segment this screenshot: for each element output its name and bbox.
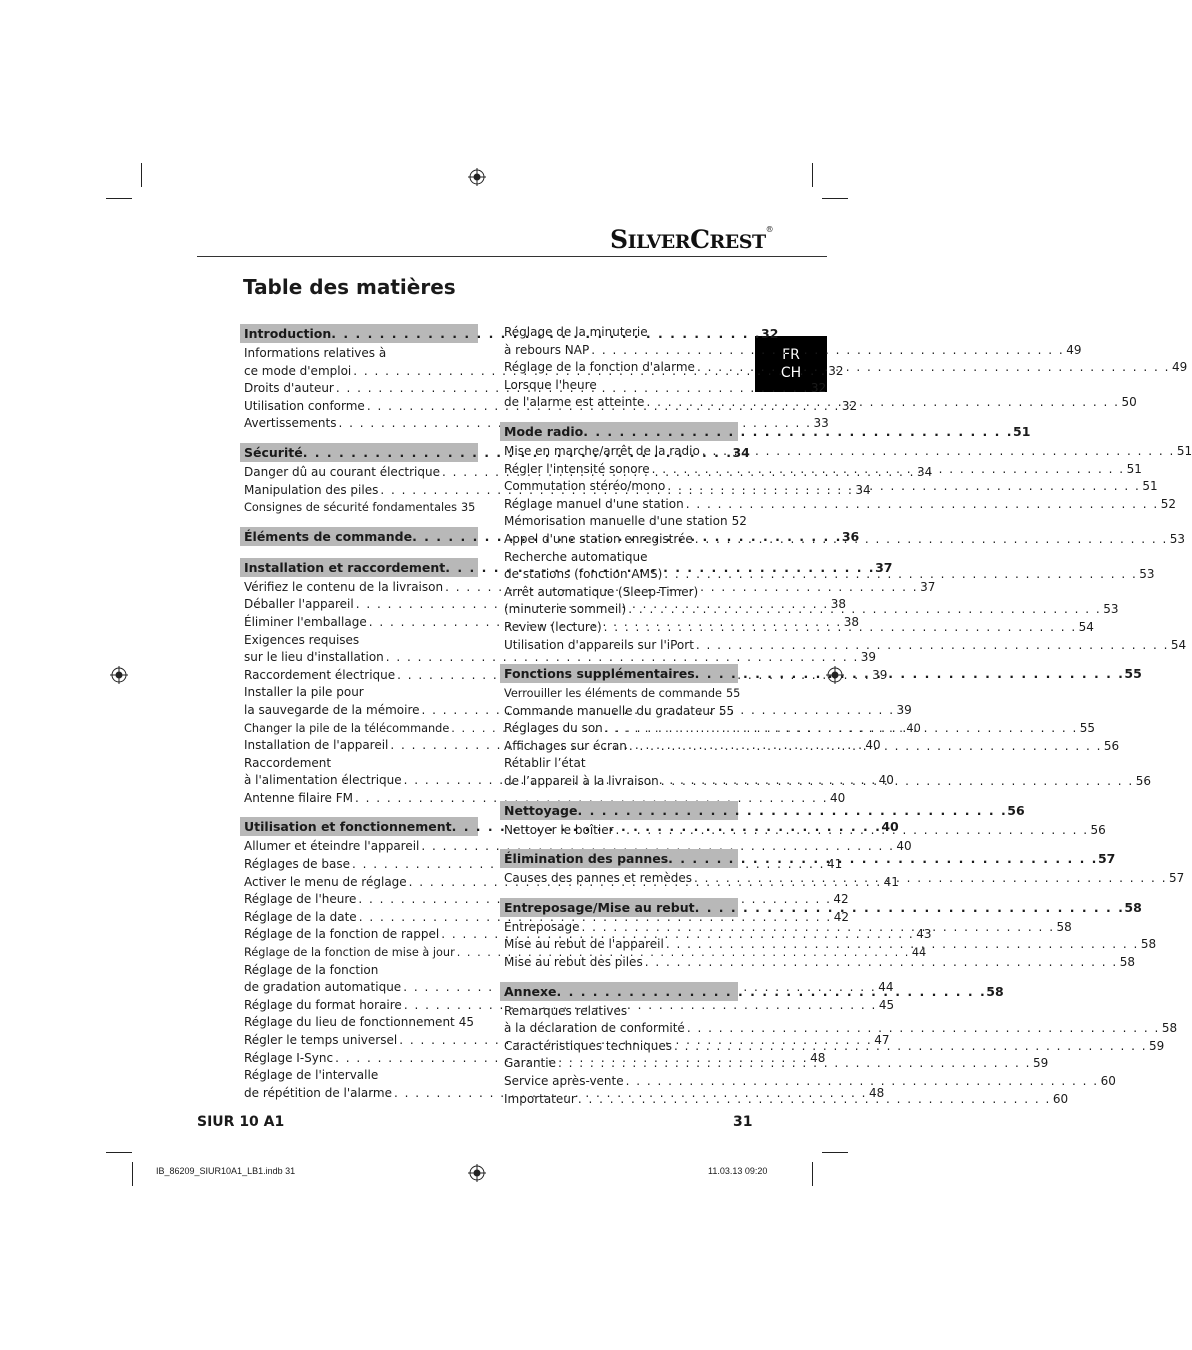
registration-mark-icon	[468, 168, 486, 186]
toc-leader-dots	[589, 342, 1064, 360]
toc-label: Réglage de la fonction d'alarme	[504, 360, 695, 375]
toc-entry-line	[240, 632, 478, 650]
toc-page-number: 54	[1170, 637, 1187, 652]
footer-page-number: 31	[733, 1114, 753, 1130]
toc-label: Exigences requises	[244, 632, 360, 647]
toc-page-number: 39	[896, 702, 912, 717]
registration-mark-icon	[110, 666, 128, 684]
toc-label: Réglage manuel d'une station	[504, 496, 684, 511]
toc-page-number: 55	[1079, 721, 1096, 736]
toc-entry-line	[500, 1003, 738, 1021]
toc-page-number: 57	[1169, 871, 1185, 886]
toc-leader-dots	[602, 619, 1077, 637]
toc-page-number: 34	[855, 482, 871, 497]
header-rule	[197, 256, 827, 257]
toc-entry	[500, 1073, 1116, 1091]
toc-entry-line	[240, 1067, 478, 1085]
section-gap	[500, 839, 738, 849]
toc-leader-dots	[557, 984, 987, 999]
toc-label: Mise en marche/arrêt de la radio	[504, 443, 700, 458]
toc-label: Élimination des pannes	[504, 851, 669, 867]
toc-label: Régler l'intensité sonore	[504, 461, 650, 476]
toc-label: Entreposage/Mise au rebut	[504, 899, 695, 915]
section-gap	[500, 654, 738, 664]
toc-leader-dots	[685, 1020, 1160, 1038]
toc-page-number: 58	[1140, 937, 1157, 952]
toc-label: Informations relatives à	[244, 346, 387, 360]
toc-entry-line	[240, 345, 478, 363]
toc-entry-line	[500, 549, 738, 567]
toc-label: Réglage de la minuterie	[504, 325, 648, 339]
toc-page-number: 40	[865, 738, 881, 753]
toc-leader-dots	[650, 461, 1125, 479]
section-gap	[500, 412, 738, 422]
toc-entry	[500, 1020, 1178, 1038]
toc-label: Manipulation des piles	[244, 482, 379, 497]
toc-label: Rétablir l’état	[504, 756, 586, 771]
toc-leader-dots	[583, 424, 1013, 439]
toc-page-number: 32	[841, 398, 858, 413]
toc-label: Danger dû au courant électrique	[244, 464, 440, 479]
toc-label: Consignes de sécurité fondamentales	[244, 501, 457, 515]
toc-page-number: 59	[1149, 1038, 1165, 1053]
toc-entry	[240, 499, 478, 517]
toc-entry-line	[500, 755, 738, 773]
crop-mark	[106, 198, 132, 199]
toc-entry-line	[240, 755, 478, 773]
toc-page-number: 58	[1124, 899, 1142, 915]
toc-leader-dots	[664, 936, 1139, 954]
crop-mark	[812, 163, 813, 187]
toc-label: Mise au rebut des piles	[504, 955, 643, 970]
toc-entry	[500, 496, 1176, 514]
toc-label: Caractéristiques techniques	[504, 1038, 673, 1053]
toc-label: de répétition de l'alarme	[244, 1085, 392, 1100]
toc-label: la sauvegarde de la mémoire	[244, 702, 420, 717]
toc-page-number: 34	[732, 444, 750, 460]
crop-mark	[132, 1162, 133, 1186]
toc-label: Mode radio	[504, 423, 584, 439]
section-gap	[240, 433, 478, 443]
toc-label: Service après-vente	[504, 1074, 624, 1088]
toc-leader-dots	[692, 870, 1167, 888]
footer-file-name: IB_86209_SIUR10A1_LB1.indb 31	[156, 1166, 296, 1176]
toc-page-number: 56	[1090, 822, 1106, 837]
toc-leader-dots	[684, 496, 1159, 514]
toc-label: Raccordement	[244, 755, 332, 770]
toc-leader-dots	[578, 803, 1008, 818]
toc-page-number: 43	[916, 927, 932, 942]
toc-label: Installer la pile pour	[244, 685, 364, 700]
toc-leader-dots	[624, 1073, 1099, 1091]
toc-label: Réglage du format horaire	[244, 997, 402, 1012]
section-gap	[500, 972, 738, 982]
toc-label: Fonctions supplémentaires	[504, 666, 695, 682]
toc-page-number: 54	[1078, 619, 1094, 634]
toc-page-number: 58	[1161, 1021, 1178, 1036]
toc-page-number: 40	[878, 773, 894, 788]
toc-page-number: 44	[878, 980, 894, 995]
toc-label: Allumer et éteindre l'appareil	[244, 839, 420, 854]
toc-page-number: 55	[1124, 666, 1142, 682]
toc-page-number: 37	[875, 559, 893, 575]
toc-entry-line	[500, 584, 738, 602]
toc-page-number: 60	[1100, 1074, 1116, 1088]
toc-label: Arrêt automatique (Sleep-Timer)	[504, 584, 699, 599]
toc-label: Introduction	[244, 326, 332, 341]
toc-page-number: 58	[986, 983, 1004, 999]
toc-label: Importateur	[504, 1091, 576, 1106]
brand-logo: SILVERCREST®	[610, 225, 774, 254]
toc-entry-line	[500, 324, 738, 342]
footer-datetime: 11.03.13 09:20	[708, 1166, 768, 1176]
language-code-fr: FR	[782, 347, 800, 363]
toc-page-number: 47	[874, 1033, 890, 1047]
toc-page-number: 53	[1169, 531, 1186, 546]
toc-page-number: 58	[1119, 955, 1135, 970]
toc-page-number: 53	[1139, 567, 1155, 582]
toc-label: Annexe	[504, 983, 557, 999]
toc-page-number: 36	[841, 528, 860, 544]
toc-page-number: 32	[828, 363, 844, 378]
toc-label: Éliminer l'emballage	[244, 614, 367, 629]
page-title: Table des matières	[243, 275, 456, 299]
crop-mark	[141, 163, 142, 187]
toc-leader-dots	[695, 359, 1170, 377]
toc-page-number: 51	[1126, 461, 1142, 476]
toc-label: Utilisation et fonctionnement	[244, 819, 452, 835]
toc-page-number: 50	[1121, 395, 1137, 410]
toc-label: Lorsque l'heure	[504, 377, 597, 392]
toc-page-number: 45	[878, 997, 895, 1012]
toc-label: Sécurité	[244, 444, 303, 460]
toc-label: Réglage du lieu de fonctionnement	[244, 1015, 455, 1030]
toc-page-number: 32	[810, 381, 827, 396]
toc-entry	[240, 649, 877, 667]
toc-page-number: 35	[461, 501, 476, 515]
toc-label: Réglage de la date	[244, 909, 357, 924]
toc-label: Réglage de la fonction de mise à jour	[244, 946, 455, 960]
section-gap	[500, 791, 738, 801]
toc-page-number: 48	[810, 1050, 826, 1065]
toc-label: de l’appareil à la livraison	[504, 774, 659, 789]
toc-label: de gradation automatique	[244, 980, 402, 995]
section-gap	[240, 517, 478, 527]
toc-label: Éléments de commande	[244, 528, 413, 544]
toc-label: ce mode d'emploi	[244, 363, 352, 378]
toc-label: Causes des pannes et remèdes	[504, 871, 693, 886]
toc-entry	[500, 954, 1135, 972]
toc-label: Installation de l'appareil	[244, 738, 389, 753]
toc-label: Réglage I-Sync	[244, 1050, 334, 1065]
toc-label: Installation et raccordement	[244, 559, 446, 575]
toc-label: Raccordement électrique	[244, 667, 396, 682]
toc-label: Réglage de l'intervalle	[244, 1068, 379, 1083]
toc-page-number: 48	[869, 1085, 885, 1100]
toc-entry	[240, 838, 912, 856]
toc-label: Activer le menu de réglage	[244, 874, 407, 889]
toc-page-number: 41	[826, 857, 843, 872]
toc-label: Réglages de base	[244, 857, 350, 872]
toc-label: Réglages du son	[504, 721, 603, 736]
toc-page-number: 55	[726, 687, 741, 701]
toc-leader-dots	[695, 666, 1125, 681]
toc-leader-dots	[694, 637, 1169, 655]
toc-page-number: 56	[1007, 802, 1025, 818]
footer-model: SIUR 10 A1	[197, 1114, 285, 1130]
toc-label: Mise au rebut de l'appareil	[504, 937, 664, 952]
toc-label: Appel d'une station enregistrée	[504, 531, 693, 546]
toc-page-number: 51	[1176, 443, 1192, 458]
toc-label: Changer la pile de la télécommande	[244, 721, 450, 735]
toc-page-number: 37	[920, 579, 936, 594]
toc-page-number: 52	[1160, 496, 1176, 511]
toc-leader-dots	[662, 566, 1137, 584]
registration-mark-icon	[468, 1164, 486, 1182]
toc-page-number: 45	[458, 1015, 475, 1030]
toc-label: à rebours NAP	[504, 342, 590, 357]
toc-label: de stations (fonction AMS)	[504, 567, 663, 582]
toc-leader-dots	[626, 601, 1101, 619]
toc-label: (minuterie sommeil)	[504, 602, 627, 617]
toc-leader-dots	[576, 1091, 1051, 1109]
toc-label: de l'alarme est atteinte	[504, 395, 645, 410]
toc-label: Réglage de la fonction de rappel	[244, 927, 440, 942]
toc-page-number: 56	[1135, 774, 1151, 789]
section-gap	[500, 888, 738, 898]
toc-label: Entreposage	[504, 919, 580, 934]
toc-page-number: 51	[1142, 479, 1158, 494]
toc-entry	[500, 513, 747, 531]
toc-label: Droits d'auteur	[244, 381, 334, 396]
toc-label: Affichages sur écran	[504, 738, 627, 753]
toc-leader-dots	[644, 394, 1119, 412]
toc-label: Garantie	[504, 1056, 556, 1071]
toc-page-number: 53	[1103, 602, 1119, 617]
toc-label: Verrouiller les éléments de commande	[504, 687, 722, 701]
toc-leader-dots	[643, 954, 1118, 972]
toc-label: Commande manuelle du gradateur	[504, 703, 715, 718]
toc-entry-line	[240, 962, 478, 980]
toc-label: Recherche automatique	[504, 549, 648, 564]
toc-leader-dots	[668, 851, 1098, 866]
toc-label: Réglage de la fonction	[244, 962, 379, 977]
toc-page-number: 52	[731, 514, 747, 529]
toc-leader-dots	[659, 773, 1134, 791]
toc-leader-dots	[603, 720, 1078, 738]
toc-entry	[500, 637, 1187, 655]
crop-mark	[822, 1152, 848, 1153]
toc-label: à la déclaration de conformité	[504, 1021, 685, 1036]
toc-label: Régler le temps universel	[244, 1033, 398, 1047]
language-code-ch: CH	[780, 365, 802, 381]
toc-page-number: 49	[1066, 342, 1082, 357]
toc-page-number: 40	[896, 839, 912, 854]
toc-page-number: 42	[833, 909, 849, 924]
toc-page-number: 55	[718, 703, 735, 718]
toc-leader-dots	[627, 738, 1102, 756]
section-gap	[240, 807, 478, 817]
toc-label: sur le lieu d'installation	[244, 650, 384, 665]
toc-label: Commutation stéréo/mono	[504, 479, 666, 494]
toc-entry-line	[500, 377, 738, 395]
toc-entry	[240, 790, 846, 808]
toc-page-number: 49	[1171, 360, 1188, 375]
toc-leader-dots	[580, 919, 1055, 937]
toc-page-number: 38	[830, 597, 846, 612]
toc-leader-dots	[695, 900, 1125, 915]
toc-page-number: 59	[1032, 1056, 1049, 1071]
toc-page-number: 38	[843, 614, 859, 629]
crop-mark	[106, 1152, 132, 1153]
toc-leader-dots	[672, 1038, 1147, 1056]
toc-leader-dots	[665, 478, 1140, 496]
toc-leader-dots	[693, 528, 1168, 549]
toc-page-number: 33	[813, 416, 829, 431]
toc-entry	[500, 685, 741, 703]
toc-label: Utilisation d'appareils sur l'iPort	[504, 637, 694, 652]
crop-mark	[822, 198, 848, 199]
toc-page-number: 42	[833, 892, 849, 907]
toc-label: Mémorisation manuelle d'une station	[504, 514, 728, 529]
toc-page-number: 58	[1056, 919, 1072, 934]
toc-label: Déballer l'appareil	[244, 597, 354, 612]
toc-page-number: 39	[872, 667, 888, 682]
toc-page-number: 40	[881, 819, 899, 835]
crop-mark	[812, 1162, 813, 1186]
toc-label: à l'alimentation électrique	[244, 773, 402, 788]
toc-label: Réglage de l'heure	[244, 892, 357, 907]
toc-page-number: 51	[1013, 423, 1031, 439]
section-gap	[240, 548, 478, 558]
toc-page-number: 39	[860, 650, 877, 665]
toc-label: Vérifiez le contenu de la livraison	[244, 579, 444, 594]
toc-page-number: 41	[883, 874, 899, 889]
toc-label: Antenne filaire FM	[244, 790, 354, 805]
toc-entry	[500, 703, 738, 721]
toc-label: Review (lecture)	[504, 619, 602, 634]
toc-leader-dots	[614, 822, 1089, 840]
toc-page-number: 44	[911, 946, 927, 960]
toc-page-number: 40	[830, 790, 846, 805]
toc-page-number: 40	[906, 721, 921, 735]
toc-leader-dots	[556, 1055, 1031, 1073]
toc-page-number: 57	[1097, 851, 1116, 867]
toc-label: Remarques relatives	[504, 1003, 628, 1018]
toc-section-heading	[500, 801, 1025, 820]
toc-page-number: 32	[761, 326, 779, 341]
toc-label: Nettoyage	[504, 802, 578, 818]
toc-page-number: 34	[917, 464, 933, 479]
toc-label: Utilisation conforme	[244, 398, 365, 413]
toc-label: Avertissements	[244, 416, 337, 431]
toc-leader-dots	[700, 443, 1175, 461]
toc-page-number: 60	[1052, 1091, 1069, 1106]
toc-label: Nettoyer le boîtier	[504, 822, 614, 837]
toc-page-number: 56	[1103, 738, 1120, 753]
toc-entry	[240, 1014, 478, 1032]
toc-entry-line	[240, 684, 478, 702]
